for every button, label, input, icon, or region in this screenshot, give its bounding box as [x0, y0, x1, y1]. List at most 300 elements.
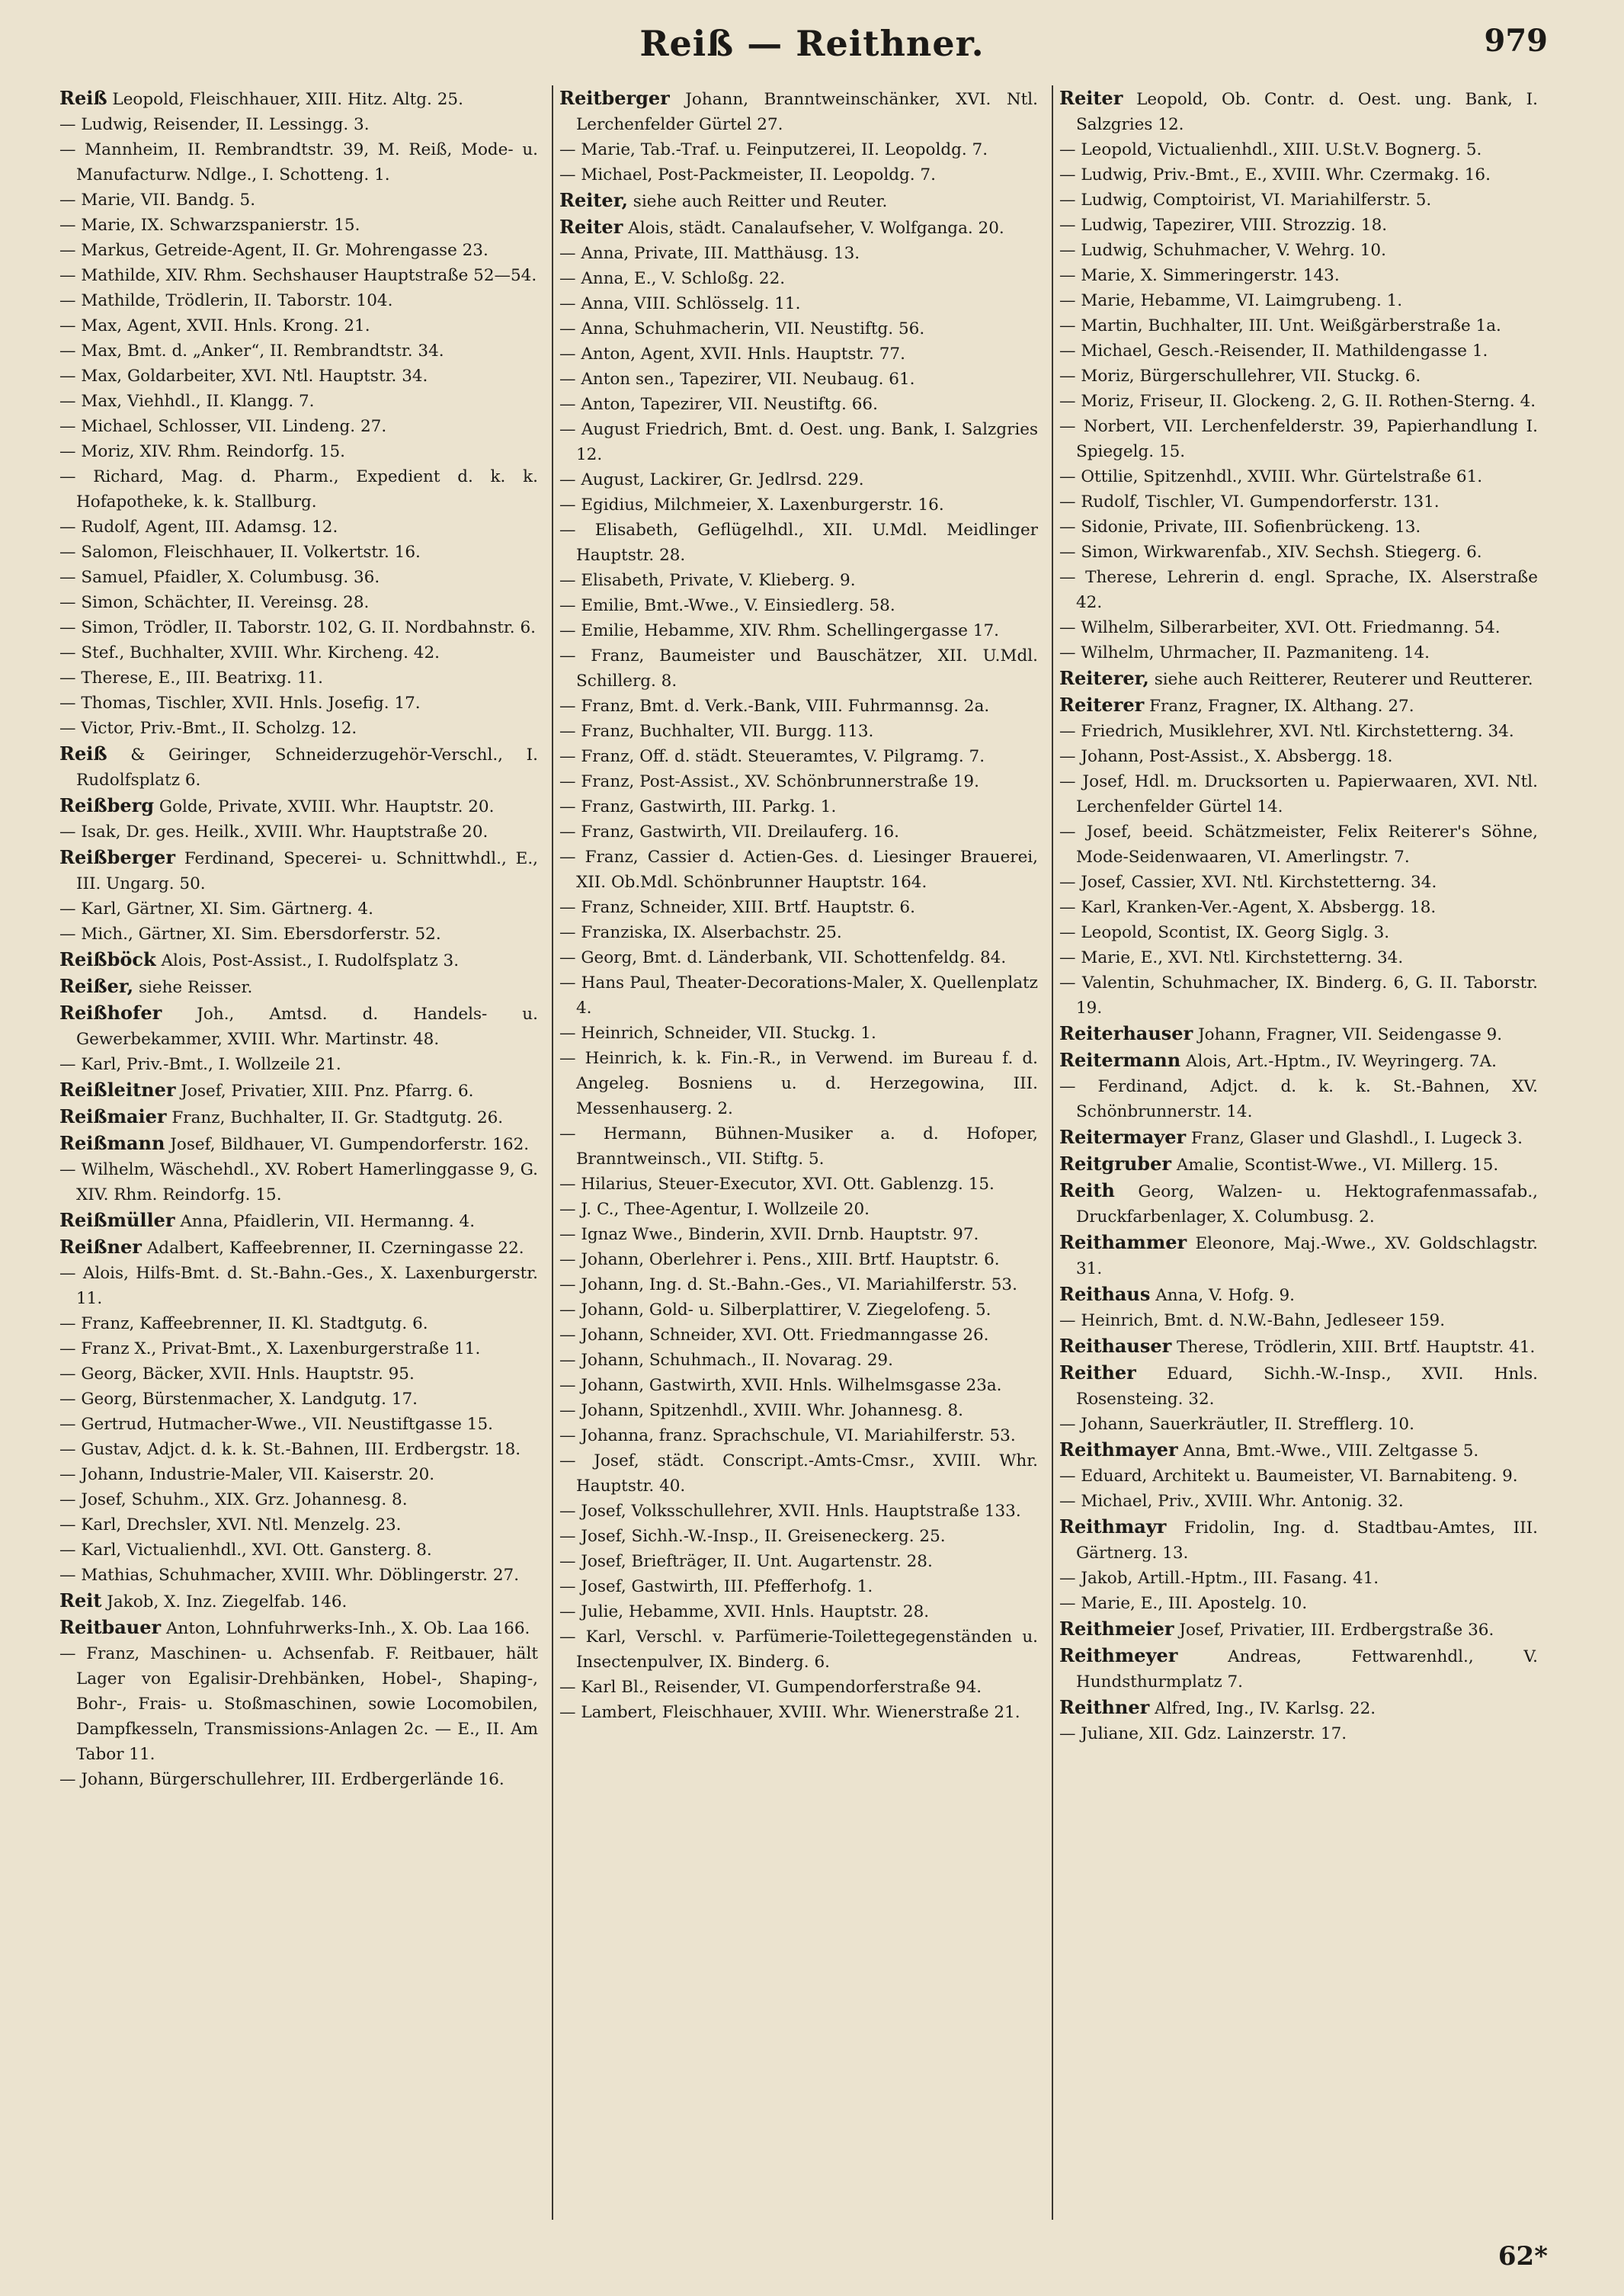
entry-text: siehe auch Reitterer, Reuterer und Reutterer. — [1154, 670, 1533, 689]
entry-text: — Michael, Priv., XVIII. Whr. Antonig. 32. — [1059, 1492, 1404, 1511]
entry-surname: Reißberger — [59, 846, 175, 868]
entry-text: — Franziska, IX. Alserbachstr. 25. — [559, 923, 842, 942]
entry-surname: Reitermayer — [1059, 1126, 1187, 1148]
entry-surname: Reißleitner — [59, 1079, 176, 1101]
directory-entry — [559, 518, 1038, 568]
directory-entry — [1059, 263, 1538, 288]
directory-entry — [1059, 819, 1538, 870]
directory-entry — [559, 467, 1038, 492]
directory-entry — [1059, 389, 1538, 414]
directory-entry — [1059, 920, 1538, 945]
directory-entry — [559, 1172, 1038, 1197]
directory-entry — [1059, 414, 1538, 464]
entry-text: — Wilhelm, Uhrmacher, II. Pazmaniteng. 14. — [1059, 643, 1430, 662]
entry-text: — Victor, Priv.-Bmt., II. Scholzg. 12. — [59, 719, 357, 738]
entry-surname: Reiterhauser — [1059, 1022, 1193, 1044]
sheet-signature: 62* — [1497, 2241, 1548, 2272]
directory-entry — [1059, 744, 1538, 769]
directory-entry — [59, 238, 538, 263]
directory-entry — [559, 794, 1038, 819]
entry-text: — Simon, Schächter, II. Vereinsg. 28. — [59, 593, 370, 612]
entry-text: — Karl Bl., Reisender, VI. Gumpendorferstraße 94. — [559, 1678, 982, 1697]
directory-entry — [59, 665, 538, 691]
entry-text: — Karl, Drechsler, XVI. Ntl. Menzelg. 23. — [59, 1515, 402, 1534]
entry-surname: Reithner — [1059, 1696, 1150, 1718]
directory-entry — [59, 947, 538, 973]
entry-text: Leopold, Fleischhauer, XIII. Hitz. Altg. 25. — [112, 90, 463, 109]
directory-entry — [59, 1387, 538, 1412]
entry-text: Franz, Buchhalter, II. Gr. Stadtgutg. 26. — [171, 1108, 504, 1127]
directory-entry — [1059, 288, 1538, 313]
directory-entry — [1059, 1281, 1538, 1308]
entry-text: — Michael, Post-Packmeister, II. Leopoldg. 7. — [559, 165, 936, 184]
directory-entry — [59, 1487, 538, 1512]
entry-text: — Johann, Bürgerschullehrer, III. Erdbergerlände 16. — [59, 1770, 504, 1789]
entry-surname: Reißböck — [59, 948, 156, 970]
directory-entry — [559, 342, 1038, 367]
entry-text: — Max, Bmt. d. „Anker“, II. Rembrandtstr. 34. — [59, 342, 444, 361]
entry-text: — Josef, beeid. Schätzmeister, Felix Reiterer's Söhne, Mode-Seidenwaaren, VI. Amerlingstr. 7. — [1059, 823, 1538, 867]
entry-text: — Emilie, Bmt.-Wwe., V. Einsiedlerg. 58. — [559, 596, 895, 615]
entry-text: — Marie, X. Simmeringerstr. 143. — [1059, 266, 1340, 285]
directory-entry — [559, 1247, 1038, 1272]
directory-entry — [559, 1700, 1038, 1725]
entry-text: — Josef, Gastwirth, III. Pfefferhofg. 1. — [559, 1577, 873, 1596]
directory-entry — [1059, 870, 1538, 895]
directory-entry — [59, 1311, 538, 1336]
entry-text: — Michael, Gesch.-Reisender, II. Mathildengasse 1. — [1059, 342, 1488, 361]
entry-text: Josef, Privatier, III. Erdbergstraße 36. — [1179, 1621, 1494, 1640]
directory-entry — [59, 1462, 538, 1487]
directory-entry — [559, 1272, 1038, 1297]
entry-text: — Karl, Victualienhdl., XVI. Ott. Gansterg. 8. — [59, 1541, 432, 1560]
directory-entry — [1059, 1074, 1538, 1124]
column-1 — [59, 85, 538, 2220]
directory-entry — [559, 1323, 1038, 1348]
entry-surname: Reithmayer — [1059, 1438, 1178, 1461]
entry-text: — Hans Paul, Theater-Decorations-Maler, X. Quellenplatz 4. — [559, 973, 1038, 1018]
entry-text: — Emilie, Hebamme, XIV. Rhm. Schellingergasse 17. — [559, 621, 999, 640]
directory-entry — [559, 819, 1038, 845]
directory-entry — [559, 694, 1038, 719]
directory-entry — [559, 769, 1038, 794]
entry-text: — Franz, Off. d. städt. Steueramtes, V. Pilgramg. 7. — [559, 747, 985, 766]
entry-surname: Reiter — [559, 216, 623, 238]
entry-text: — Valentin, Schuhmacher, IX. Binderg. 6, G. II. Taborstr. 19. — [1059, 973, 1538, 1018]
directory-entry — [59, 313, 538, 338]
directory-entry — [559, 392, 1038, 417]
entry-surname: Reithaus — [1059, 1283, 1151, 1305]
page-number: 979 — [1484, 23, 1548, 59]
entry-text: — Franz, Buchhalter, VII. Burgg. 113. — [559, 722, 874, 741]
directory-entry — [59, 1412, 538, 1437]
directory-entry — [59, 1336, 538, 1361]
entry-text: — Johann, Sauerkräutler, II. Strefflerg. 10. — [1059, 1415, 1414, 1434]
directory-entry — [559, 643, 1038, 694]
entry-text: — Johann, Oberlehrer i. Pens., XIII. Brtf. Hauptstr. 6. — [559, 1250, 1000, 1269]
entry-text: — Richard, Mag. d. Pharm., Expedient d. k. k. Hofapotheke, k. k. Stallburg. — [59, 467, 538, 511]
entry-text: — Markus, Getreide-Agent, II. Gr. Mohrengasse 23. — [59, 241, 488, 260]
directory-entry — [559, 1046, 1038, 1121]
directory-entry — [59, 364, 538, 389]
directory-entry — [1059, 540, 1538, 565]
entry-text: Georg, Walzen- u. Hektografenmassafab., Druckfarbenlager, X. Columbusg. 2. — [1076, 1182, 1538, 1227]
entry-text: — Georg, Bmt. d. Länderbank, VII. Schottenfeldg. 84. — [559, 948, 1007, 967]
directory-entry — [1059, 85, 1538, 137]
entry-text: — Ludwig, Priv.-Bmt., E., XVIII. Whr. Czermakg. 16. — [1059, 165, 1491, 184]
entry-surname: Reißmaier — [59, 1105, 167, 1127]
directory-entry — [559, 1448, 1038, 1499]
directory-entry — [559, 744, 1038, 769]
directory-entry — [559, 1499, 1038, 1524]
directory-entry — [1059, 1360, 1538, 1412]
directory-entry — [1059, 615, 1538, 640]
entry-text: — Anton, Tapezirer, VII. Neustiftg. 66. — [559, 395, 878, 414]
directory-entry — [559, 266, 1038, 291]
page-title: Reiß — Reithner. — [639, 23, 985, 64]
entry-text: — Johann, Ing. d. St.-Bahn.-Ges., VI. Mariahilferstr. 53. — [559, 1275, 1017, 1294]
entry-text: — Heinrich, Schneider, VII. Stuckg. 1. — [559, 1024, 876, 1043]
directory-entry — [559, 895, 1038, 920]
directory-entry — [559, 568, 1038, 593]
entry-surname: Reiter — [1059, 87, 1123, 109]
entry-text: — Sidonie, Private, III. Sofienbrückeng. 13. — [1059, 518, 1421, 537]
directory-entry — [559, 316, 1038, 342]
directory-entry — [59, 288, 538, 313]
entry-text: Adalbert, Kaffeebrenner, II. Czerningasse 22. — [146, 1239, 524, 1258]
entry-text: Amalie, Scontist-Wwe., VI. Millerg. 15. — [1176, 1156, 1499, 1175]
directory-entry — [1059, 238, 1538, 263]
directory-entry — [559, 1524, 1038, 1549]
directory-entry — [559, 1021, 1038, 1046]
directory-entry — [1059, 1308, 1538, 1333]
directory-entry — [1059, 1489, 1538, 1514]
directory-entry — [59, 1361, 538, 1387]
entry-text: — Mathias, Schuhmacher, XVIII. Whr. Döblingerstr. 27. — [59, 1566, 520, 1585]
entry-text: — Franz, Baumeister und Bauschätzer, XII. U.Mdl. Schillerg. 8. — [559, 646, 1038, 691]
entry-surname: Reit — [59, 1589, 102, 1611]
directory-entry — [559, 162, 1038, 188]
directory-entry — [1059, 1514, 1538, 1566]
directory-entry — [1059, 162, 1538, 188]
entry-text: — Moriz, Friseur, II. Glockeng. 2, G. II. Rothen-Sterng. 4. — [1059, 392, 1536, 411]
directory-entry — [59, 1000, 538, 1052]
entry-surname: Reißberg — [59, 794, 155, 816]
entry-text: Alois, städt. Canalaufseher, V. Wolfganga. 20. — [628, 219, 1004, 238]
directory-columns — [59, 85, 1538, 2220]
entry-surname: Reithmeyer — [1059, 1644, 1178, 1666]
directory-entry — [1059, 970, 1538, 1021]
entry-surname: Reiß — [59, 87, 107, 109]
entry-text: — Max, Goldarbeiter, XVI. Ntl. Hauptstr. 34. — [59, 367, 428, 386]
directory-entry — [59, 188, 538, 213]
entry-text: — Simon, Wirkwarenfab., XIV. Sechsh. Stiegerg. 6. — [1059, 543, 1482, 562]
directory-entry — [1059, 1437, 1538, 1464]
entry-text: — Johann, Gold- u. Silberplattirer, V. Ziegelofeng. 5. — [559, 1300, 991, 1320]
entry-text: — Anna, VIII. Schlösselg. 11. — [559, 294, 801, 313]
entry-text: — Leopold, Victualienhdl., XIII. U.St.V. Bognerg. 5. — [1059, 140, 1482, 159]
entry-surname: Reiterer, — [1059, 667, 1149, 689]
entry-text: Andreas, Fettwarenhdl., V. Hundsthurmplatz 7. — [1076, 1647, 1538, 1692]
directory-entry — [59, 1234, 538, 1261]
directory-entry — [559, 1222, 1038, 1247]
directory-entry — [559, 593, 1038, 618]
directory-entry — [1059, 719, 1538, 744]
directory-entry — [1059, 692, 1538, 719]
directory-entry — [59, 1767, 538, 1792]
entry-text: Ferdinand, Specerei- u. Schnittwhdl., E., III. Ungarg. 50. — [76, 849, 538, 893]
entry-text: Fridolin, Ing. d. Stadtbau-Amtes, III. Gärtnerg. 13. — [1076, 1518, 1538, 1563]
entry-text: — Michael, Schlosser, VII. Lindeng. 27. — [59, 417, 387, 436]
entry-text: — Franz, Cassier d. Actien-Ges. d. Liesinger Brauerei, XII. Ob.Mdl. Schönbrunner Hauptstr. 164. — [559, 848, 1038, 892]
entry-text: — Eduard, Architekt u. Baumeister, VI. Barnabiteng. 9. — [1059, 1467, 1518, 1486]
entry-text: — Ignaz Wwe., Binderin, XVII. Drnb. Hauptstr. 97. — [559, 1225, 979, 1244]
entry-text: — Wilhelm, Wäschehdl., XV. Robert Hamerlinggasse 9, G. XIV. Rhm. Reindorfg. 15. — [59, 1160, 538, 1204]
entry-text: — Norbert, VII. Lerchenfelderstr. 39, Papierhandlung I. Spiegelg. 15. — [1059, 417, 1538, 461]
entry-text: — Johann, Schneider, XVI. Ott. Friedmanngasse 26. — [559, 1326, 989, 1345]
entry-text: — Wilhelm, Silberarbeiter, XVI. Ott. Friedmanng. 54. — [1059, 618, 1501, 637]
directory-entry — [59, 464, 538, 515]
directory-entry — [559, 1197, 1038, 1222]
entry-text: — Moriz, Bürgerschullehrer, VII. Stuckg. 6. — [1059, 367, 1421, 386]
directory-entry — [1059, 565, 1538, 615]
directory-entry — [59, 439, 538, 464]
directory-entry — [1059, 1591, 1538, 1616]
directory-entry — [559, 845, 1038, 895]
entry-text: Anna, Pfaidlerin, VII. Hermanng. 4. — [180, 1212, 476, 1231]
entry-text: — Samuel, Pfaidler, X. Columbusg. 36. — [59, 568, 380, 587]
entry-text: — Rudolf, Tischler, VI. Gumpendorferstr. 131. — [1059, 492, 1440, 511]
entry-text: — Johann, Schuhmach., II. Novarag. 29. — [559, 1351, 893, 1370]
entry-text: — Josef, Sichh.-W.-Insp., II. Greiseneckerg. 25. — [559, 1527, 946, 1546]
entry-text: Eleonore, Maj.-Wwe., XV. Goldschlagstr. 31. — [1076, 1234, 1538, 1278]
directory-entry — [1059, 489, 1538, 515]
entry-text: Jakob, X. Inz. Ziegelfab. 146. — [107, 1592, 348, 1611]
entry-text: — Anton, Agent, XVII. Hnls. Hauptstr. 77. — [559, 345, 905, 364]
entry-text: — Franz X., Privat-Bmt., X. Laxenburgerstraße 11. — [59, 1339, 481, 1358]
directory-entry — [559, 1549, 1038, 1574]
entry-text: — Ludwig, Reisender, II. Lessingg. 3. — [59, 115, 370, 134]
directory-entry — [1059, 1178, 1538, 1230]
directory-entry — [559, 85, 1038, 137]
entry-text: — Leopold, Scontist, IX. Georg Siglg. 3. — [1059, 923, 1390, 942]
directory-entry — [1059, 1464, 1538, 1489]
entry-text: — Ludwig, Schuhmacher, V. Wehrg. 10. — [1059, 241, 1386, 260]
entry-text: — Ludwig, Tapezirer, VIII. Strozzig. 18. — [1059, 216, 1388, 235]
entry-text: — Martin, Buchhalter, III. Unt. Weißgärberstraße 1a. — [1059, 316, 1501, 335]
directory-entry — [59, 1641, 538, 1767]
entry-text: — Johann, Industrie-Maler, VII. Kaiserstr. 20. — [59, 1465, 435, 1484]
entry-text: — Marie, E., III. Apostelg. 10. — [1059, 1594, 1308, 1613]
directory-entry — [59, 590, 538, 615]
entry-surname: Reith — [1059, 1179, 1115, 1201]
entry-text: — Josef, Briefträger, II. Unt. Augartenstr. 28. — [559, 1552, 933, 1571]
entry-text: — Marie, IX. Schwarzspanierstr. 15. — [59, 216, 360, 235]
directory-entry — [559, 618, 1038, 643]
entry-text: — Marie, E., XVI. Ntl. Kirchstetterng. 34. — [1059, 948, 1404, 967]
directory-entry — [59, 793, 538, 819]
entry-text: — Mich., Gärtner, XI. Sim. Ebersdorferstr. 52. — [59, 925, 441, 944]
directory-entry — [1059, 1047, 1538, 1074]
directory-entry — [59, 1538, 538, 1563]
entry-surname: Reither — [1059, 1361, 1136, 1384]
entry-text: — Max, Viehhdl., II. Klangg. 7. — [59, 392, 315, 411]
entry-text: — Julie, Hebamme, XVII. Hnls. Hauptstr. 28. — [559, 1602, 930, 1621]
directory-entry — [1059, 188, 1538, 213]
entry-surname: Reiterer — [1059, 694, 1145, 716]
entry-surname: Reitberger — [559, 87, 670, 109]
directory-entry — [559, 367, 1038, 392]
entry-text: — Karl, Priv.-Bmt., I. Wollzeile 21. — [59, 1055, 341, 1074]
directory-entry — [559, 1675, 1038, 1700]
entry-text: — Johann, Post-Assist., X. Absbergg. 18. — [1059, 747, 1393, 766]
entry-surname: Reitgruber — [1059, 1153, 1171, 1175]
directory-entry — [559, 1423, 1038, 1448]
directory-entry — [1059, 769, 1538, 819]
entry-surname: Reiß — [59, 742, 107, 765]
entry-text: — Josef, Volksschullehrer, XVII. Hnls. Hauptstraße 133. — [559, 1502, 1021, 1521]
entry-text: — Gustav, Adjct. d. k. k. St.-Bahnen, III. Erdbergstr. 18. — [59, 1440, 521, 1459]
directory-entry — [59, 819, 538, 845]
directory-entry — [59, 414, 538, 439]
entry-text: — Josef, Hdl. m. Drucksorten u. Papierwaaren, XVI. Ntl. Lerchenfelder Gürtel 14. — [1059, 772, 1538, 816]
entry-text: — Rudolf, Agent, III. Adamsg. 12. — [59, 518, 338, 537]
directory-entry — [1059, 364, 1538, 389]
directory-entry — [1059, 895, 1538, 920]
entry-text: — Karl, Verschl. v. Parfümerie-Toilettegegenständen u. Insectenpulver, IX. Binderg. 6. — [559, 1627, 1038, 1672]
entry-text: — Georg, Bäcker, XVII. Hnls. Hauptstr. 95. — [59, 1364, 415, 1384]
entry-text: Leopold, Ob. Contr. d. Oest. ung. Bank, I. Salzgries 12. — [1076, 90, 1538, 134]
directory-entry — [1059, 665, 1538, 692]
entry-text: — Heinrich, k. k. Fin.-R., in Verwend. im Bureau f. d. Angeleg. Bosniens u. d. Herzegowina, III. Messenhauserg. 2. — [559, 1049, 1038, 1118]
directory-entry — [559, 1574, 1038, 1599]
entry-text: Josef, Bildhauer, VI. Gumpendorferstr. 162. — [170, 1135, 530, 1154]
entry-text: — Josef, städt. Conscript.-Amts-Cmsr., XVIII. Whr. Hauptstr. 40. — [559, 1451, 1038, 1496]
entry-text: — Johanna, franz. Sprachschule, VI. Mariahilferstr. 53. — [559, 1426, 1016, 1445]
entry-text: — Elisabeth, Private, V. Klieberg. 9. — [559, 571, 856, 590]
entry-text: Joh., Amtsd. d. Handels- u. Gewerbekammer, XVIII. Whr. Martinstr. 48. — [76, 1005, 538, 1049]
entry-text: — Ferdinand, Adjct. d. k. k. St.-Bahnen, XV. Schönbrunnerstr. 14. — [1059, 1077, 1538, 1121]
entry-text: — Jakob, Artill.-Hptm., III. Fasang. 41. — [1059, 1569, 1379, 1588]
entry-text: — Josef, Schuhm., XIX. Grz. Johannesg. 8. — [59, 1490, 408, 1509]
entry-text: — Thomas, Tischler, XVII. Hnls. Josefig. 17. — [59, 694, 421, 713]
directory-entry — [59, 1207, 538, 1234]
directory-entry — [559, 1297, 1038, 1323]
entry-text: — Gertrud, Hutmacher-Wwe., VII. Neustiftgasse 15. — [59, 1415, 493, 1434]
directory-entry — [559, 241, 1038, 266]
directory-entry — [59, 1615, 538, 1641]
directory-entry — [1059, 1021, 1538, 1047]
directory-entry — [559, 1398, 1038, 1423]
entry-surname: Reißner — [59, 1236, 142, 1258]
column-2 — [552, 85, 1038, 2220]
entry-text: — Georg, Bürstenmacher, X. Landgutg. 17. — [59, 1390, 418, 1409]
directory-entry — [1059, 1151, 1538, 1178]
directory-entry — [1059, 1616, 1538, 1643]
directory-entry — [559, 970, 1038, 1021]
entry-surname: Reithmeier — [1059, 1618, 1174, 1640]
entry-text: — Franz, Maschinen- u. Achsenfab. F. Reitbauer, hält Lager von Egalisir-Drehbänken, Hobel-, Shaping-, Bohr-, Frais- u. Stoßmaschinen, sowie Locomobilen, Dampfkesseln, Transmissions-Anlagen 2c. — E., II. Am Tabor 11. — [59, 1644, 538, 1764]
directory-entry — [1059, 464, 1538, 489]
entry-text: — Heinrich, Bmt. d. N.W.-Bahn, Jedleseer 159. — [1059, 1311, 1446, 1330]
directory-entry — [59, 565, 538, 590]
directory-entry — [559, 214, 1038, 241]
directory-entry — [559, 1121, 1038, 1172]
entry-text: Franz, Fragner, IX. Althang. 27. — [1149, 697, 1414, 716]
entry-surname: Reißmüller — [59, 1209, 175, 1231]
directory-entry — [1059, 640, 1538, 665]
entry-text: Johann, Branntweinschänker, XVI. Ntl. Lerchenfelder Gürtel 27. — [576, 90, 1038, 134]
directory-entry — [59, 716, 538, 741]
directory-entry — [1059, 945, 1538, 970]
entry-text: — Johann, Gastwirth, XVII. Hnls. Wilhelmsgasse 23a. — [559, 1376, 1002, 1395]
directory-entry — [59, 1052, 538, 1077]
directory-entry — [59, 1437, 538, 1462]
directory-entry — [59, 1512, 538, 1538]
entry-surname: Reitbauer — [59, 1616, 162, 1638]
directory-entry — [559, 1624, 1038, 1675]
entry-text: — Karl, Kranken-Ver.-Agent, X. Absbergg. 18. — [1059, 898, 1437, 917]
entry-text: — Isak, Dr. ges. Heilk., XVIII. Whr. Hauptstraße 20. — [59, 823, 488, 842]
directory-entry — [59, 1077, 538, 1104]
directory-entry — [559, 719, 1038, 744]
entry-text: Anton, Lohnfuhrwerks-Inh., X. Ob. Laa 166. — [165, 1619, 530, 1638]
entry-text: — Therese, Lehrerin d. engl. Sprache, IX. Alserstraße 42. — [1059, 568, 1538, 612]
entry-surname: Reithmayr — [1059, 1515, 1167, 1538]
directory-entry — [559, 1373, 1038, 1398]
entry-text: — Franz, Kaffeebrenner, II. Kl. Stadtgutg. 6. — [59, 1314, 428, 1333]
entry-text: — Alois, Hilfs-Bmt. d. St.-Bahn.-Ges., X. Laxenburgerstr. 11. — [59, 1264, 538, 1308]
directory-entry — [59, 389, 538, 414]
page-header — [0, 23, 1624, 76]
entry-text: Golde, Private, XVIII. Whr. Hauptstr. 20. — [159, 797, 495, 816]
directory-entry — [1059, 1124, 1538, 1151]
entry-text: — Ludwig, Comptoirist, VI. Mariahilferstr. 5. — [1059, 191, 1432, 210]
directory-entry — [59, 615, 538, 640]
directory-entry — [59, 845, 538, 896]
entry-text: & Geiringer, Schneiderzugehör-Verschl., I. Rudolfsplatz 6. — [76, 746, 538, 790]
directory-entry — [559, 417, 1038, 467]
entry-text: Alois, Art.-Hptm., IV. Weyringerg. 7A. — [1186, 1052, 1497, 1071]
entry-text: Anna, V. Hofg. 9. — [1155, 1286, 1295, 1305]
entry-text: — Hermann, Bühnen-Musiker a. d. Hofoper, Branntweinsch., VII. Stiftg. 5. — [559, 1124, 1038, 1169]
directory-entry — [59, 922, 538, 947]
entry-text: — Mannheim, II. Rembrandtstr. 39, M. Reiß, Mode- u. Manufacturw. Ndlge., I. Schotteng. 1. — [59, 140, 538, 184]
entry-text: — Marie, Tab.-Traf. u. Feinputzerei, II. Leopoldg. 7. — [559, 140, 988, 159]
entry-text: Therese, Trödlerin, XIII. Brtf. Hauptstr. 41. — [1177, 1338, 1536, 1357]
directory-entry — [59, 112, 538, 137]
directory-entry — [1059, 1333, 1538, 1360]
directory-entry — [559, 492, 1038, 518]
directory-entry — [1059, 1643, 1538, 1695]
entry-text: Alfred, Ing., IV. Karlsg. 22. — [1155, 1699, 1376, 1718]
entry-text: — Josef, Cassier, XVI. Ntl. Kirchstetterng. 34. — [1059, 873, 1437, 892]
directory-entry — [1059, 1230, 1538, 1281]
entry-text: — Max, Agent, XVII. Hnls. Krong. 21. — [59, 316, 370, 335]
entry-text: — Franz, Gastwirth, III. Parkg. 1. — [559, 797, 837, 816]
entry-text: — Friedrich, Musiklehrer, XVI. Ntl. Kirchstetterng. 34. — [1059, 722, 1514, 741]
directory-entry — [1059, 313, 1538, 338]
entry-text: — Franz, Gastwirth, VII. Dreilauferg. 16. — [559, 823, 899, 842]
directory-entry — [559, 137, 1038, 162]
directory-entry — [559, 291, 1038, 316]
entry-text: siehe Reisser. — [138, 978, 253, 997]
directory-entry — [559, 1348, 1038, 1373]
directory-entry — [1059, 1695, 1538, 1721]
entry-text: — Franz, Post-Assist., XV. Schönbrunnerstraße 19. — [559, 772, 979, 791]
entry-surname: Reißer, — [59, 975, 134, 997]
entry-text: — Marie, VII. Bandg. 5. — [59, 191, 256, 210]
